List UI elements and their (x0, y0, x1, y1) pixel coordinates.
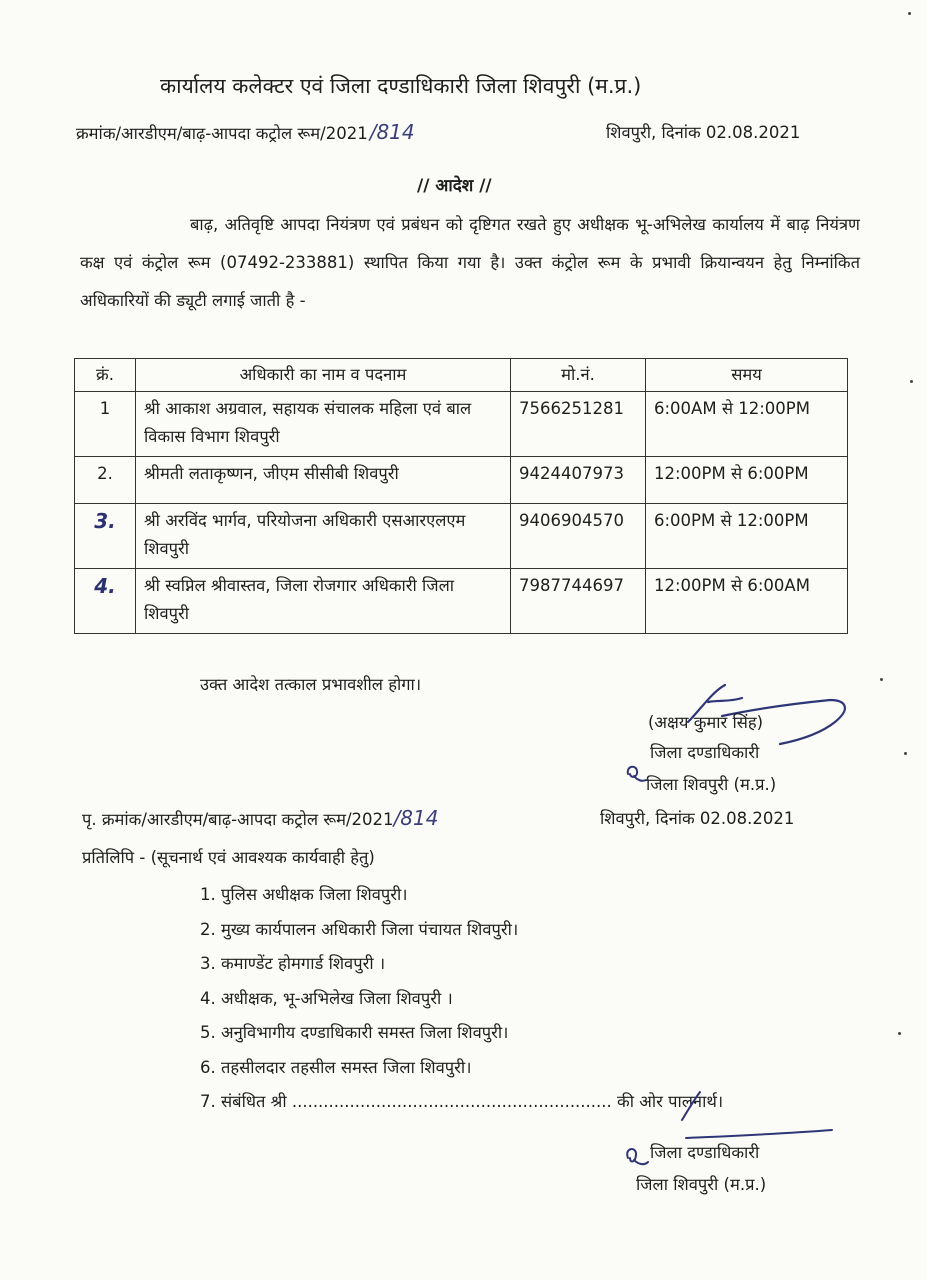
row-officer-name: श्री अरविंद भार्गव, परियोजना अधिकारी एसआरएलएम शिवपुरी (136, 504, 511, 569)
row-time: 6:00PM से 12:00PM (646, 504, 848, 569)
reference-handwritten-number: /814 (369, 120, 415, 144)
reference-number (76, 120, 415, 144)
reference-prefix: क्रमांक/आरडीएम/बाढ़-आपदा कट्रोल रूम/2021 (76, 124, 368, 143)
order-title: // आदेश // (417, 176, 492, 196)
row-serial: 2. (75, 457, 136, 504)
column-header-mobile: मो.नं. (511, 359, 646, 392)
table-row (75, 504, 848, 569)
scan-speck (880, 678, 883, 681)
second-signatory-district: जिला शिवपुरी (म.प्र.) (636, 1175, 767, 1194)
list-item: 4. अधीक्षक, भू-अभिलेख जिला शिवपुरी । (200, 988, 453, 1008)
effective-statement: उक्त आदेश तत्काल प्रभावशील होगा। (200, 675, 422, 694)
table-row (75, 569, 848, 634)
row-time: 12:00PM से 6:00AM (646, 569, 848, 634)
scan-speck (910, 380, 913, 383)
issue-date: शिवपुरी, दिनांक 02.08.2021 (606, 123, 801, 142)
endorsement-reference (82, 806, 438, 830)
column-header-name: अधिकारी का नाम व पदनाम (136, 359, 511, 392)
scan-speck (904, 752, 907, 755)
endorsement-date: शिवपुरी, दिनांक 02.08.2021 (600, 809, 795, 828)
office-heading: कार्यालय कलेक्टर एवं जिला दण्डाधिकारी जिला शिवपुरी (म.प्र.) (160, 74, 642, 98)
row-mobile: 7987744697 (511, 569, 646, 634)
list-item: 6. तहसीलदार तहसील समस्त जिला शिवपुरी। (200, 1057, 472, 1077)
list-item: 3. कमाण्डेंट होमगार्ड शिवपुरी । (200, 954, 386, 973)
order-paragraph-text: बाढ़, अतिवृष्टि आपदा नियंत्रण एवं प्रबंधन को दृष्टिगत रखते हुए अधीक्षक भू-अभिलेख कार्यालय में बाढ़ नियंत्रण कक्ष एवं कंट्रोल रूम (07492-233881) स्थापित किया गया है। उक्त कंट्रोल रूम के प्रभावी क्रियान्वयन हेतु निम्नांकित अधिकारियों की ड्यूटी लगाई जाती है - (80, 215, 860, 310)
row-serial: 4. (75, 569, 136, 634)
row-time: 12:00PM से 6:00PM (646, 457, 848, 504)
row-officer-name: श्री स्वप्निल श्रीवास्तव, जिला रोजगार अधिकारी जिला शिवपुरी (136, 569, 511, 634)
row-officer-name: श्री आकाश अग्रवाल, सहायक संचालक महिला एवं बाल विकास विभाग शिवपुरी (136, 392, 511, 457)
copy-heading: प्रतिलिपि - (सूचनार्थ एवं आवश्यक कार्यवाही हेतु) (82, 848, 375, 867)
list-item: 2. मुख्य कार्यपालन अधिकारी जिला पंचायत शिवपुरी। (200, 919, 519, 939)
row-mobile: 7566251281 (511, 392, 646, 457)
list-item: 1. पुलिस अधीक्षक जिला शिवपुरी। (200, 885, 408, 904)
initial-mark (622, 760, 648, 786)
duty-roster-table (74, 358, 848, 634)
row-mobile: 9406904570 (511, 504, 646, 569)
row-serial: 3. (75, 504, 136, 569)
scan-speck (908, 12, 911, 15)
signatory-title: जिला दण्डाधिकारी (650, 743, 760, 762)
row-mobile: 9424407973 (511, 457, 646, 504)
table-row (75, 392, 848, 457)
endorsement-reference-prefix: पृ. क्रमांक/आरडीएम/बाढ़-आपदा कट्रोल रूम/2021 (82, 810, 394, 829)
endorsement-handwritten-number: /814 (393, 806, 439, 830)
list-item: 7. संबंधित श्री ............................................................. की ओर पालनार्थ। (200, 1092, 724, 1111)
scan-speck (898, 1032, 901, 1035)
table-row (75, 457, 848, 504)
second-signatory-title: जिला दण्डाधिकारी (650, 1143, 760, 1162)
row-serial: 1 (75, 392, 136, 457)
row-officer-name: श्रीमती लताकृष्णन, जीएम सीसीबी शिवपुरी (136, 457, 511, 504)
row-time: 6:00AM से 12:00PM (646, 392, 848, 457)
signatory-district: जिला शिवपुरी (म.प्र.) (646, 775, 777, 794)
recipient-list (200, 878, 723, 1120)
column-header-sn: क्रं. (75, 359, 136, 392)
order-paragraph (80, 206, 860, 320)
table-header-row (75, 359, 848, 392)
column-header-time: समय (646, 359, 848, 392)
list-item: 5. अनुविभागीय दण्डाधिकारी समस्त जिला शिवपुरी। (200, 1023, 509, 1042)
signatory-name: (अक्षय कुमार सिंह) (648, 713, 764, 732)
